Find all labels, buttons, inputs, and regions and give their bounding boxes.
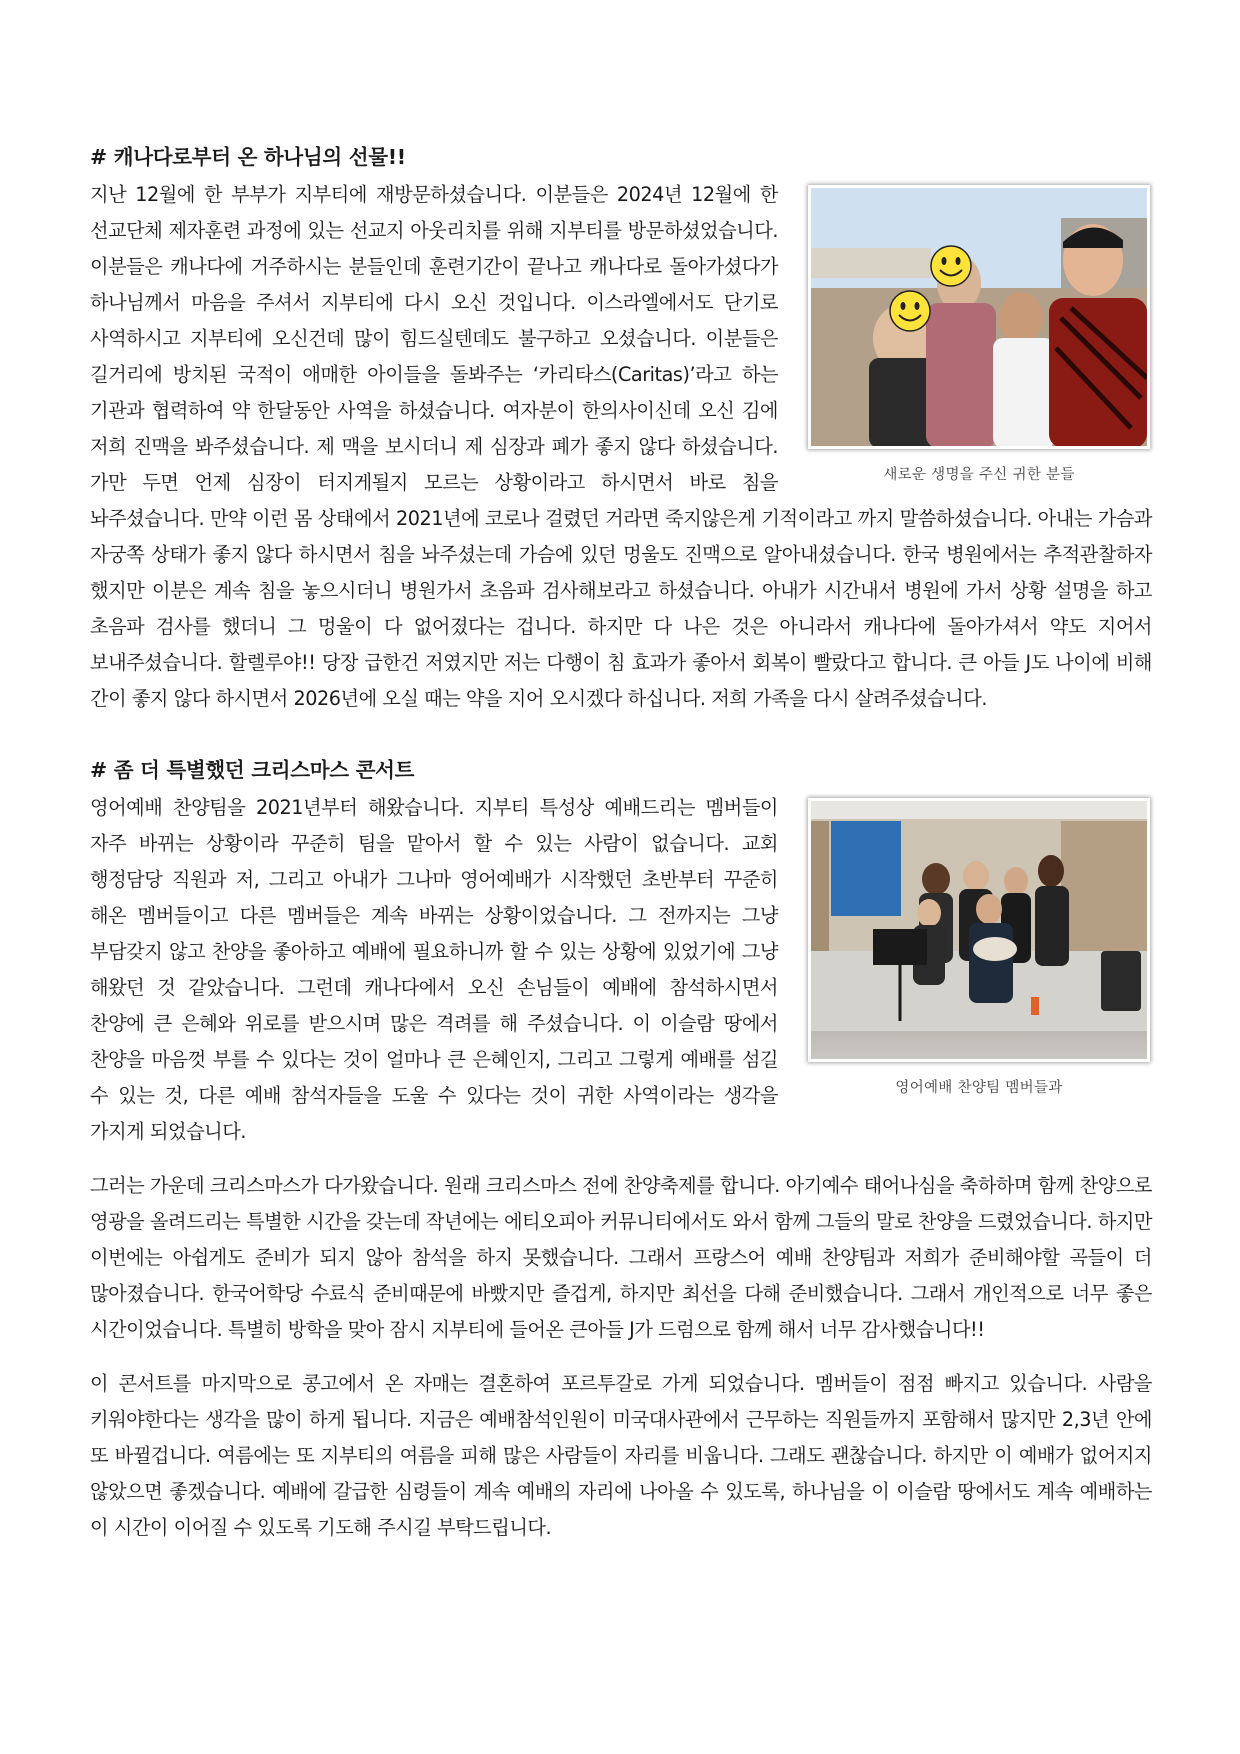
photo-figure — [806, 185, 1152, 484]
section-heading: # 좀 더 특별했던 크리스마스 콘서트 — [90, 758, 415, 782]
photo-caption: 영어예배 찬양팀 멤버들과 — [895, 1080, 1063, 1096]
paragraph: 이 콘서트를 마지막으로 콩고에서 온 자매는 결혼하여 포르투갈로 가게 되었습니다. 멤버들이 점점 빠지고 있습니다. 사람을 키워야한다는 생각을 많이 하게 됩니다. 지금은 예배참석인원이 미국대사관에서 근무하는 직원들까지 포함해서 많지만 2,3년 안에 또 바뀔겁니다. 여름에는 또 지부티의 여름을 피해 많은 사람들이 자리를 비웁니다. 그래도 괜찮습니다. 하지만 이 예배가 없어지지 않았으면 좋겠습니다. 예배에 갈급한 심령들이 계속 예배의 자리에 나아올 수 있도록, 하나님을 이 이슬람 땅에서도 계속 예배하는 이 시간이 이어질 수 있도록 기도해 주시길 부탁드립니다. — [90, 1372, 1152, 1539]
smiley-face-icon — [929, 244, 973, 288]
section-canada-gift — [90, 140, 1152, 717]
photo-illustration — [811, 801, 1147, 1031]
paragraph: 지난 12월에 한 부부가 지부티에 재방문하셨습니다. 이분들은 2024년 12월에 한 선교단체 제자훈련 과정에 있는 선교지 아웃리치를 위해 지부티를 방문하셨었습니다. 이분들은 캐나다에 거주하시는 분들인데 훈련기간이 끝나고 캐나다로 돌아가셨다가 하나님께서 마음을 주셔서 지부티에 다시 오신 것입니다. 이스라엘에서도 단기로 사역하시고 지부티에 오신건데 많이 힘드실텐데도 불구하고 오셨습니다. 이분들은 길거리에 방치된 국적이 애매한 아이들을 돌봐주는 ‘카리타스(Caritas)’라고 하는 기관과 협력하여 약 한달동안 사역을 하셨습니다. 여자분이 한의사이신데 오신 김에 저희 진맥을 봐주셨습니다. 제 맥을 보시더니 제 심장과 폐가 좋지 않다 하셨습니다. 가만 두면 언제 심장이 터지게될지 모르는 상황이라고 하시면서 바로 침을 놔주셨습니다. 만약 이런 몸 상태에서 2021년에 코로나 걸렸던 거라면 죽지않은게 기적이라고 까지 말씀하셨습니다. 아내는 가슴과 자궁쪽 상태가 좋지 않다 하시면서 침을 놔주셨는데 가슴에 있던 멍울도 진맥으로 알아내셨습니다. 한국 병원에서는 추적관찰하자 했지만 이분은 계속 침을 놓으시더니 병원가서 초음파 검사해보라고 하셨습니다. 아내가 시간내서 병원에 가서 상황 설명을 하고 초음파 검사를 했더니 그 멍울이 다 없어졌다는 겁니다. 하지만 다 나은 것은 아니라서 캐나다에 돌아가셔서 약도 지어서 보내주셨습니다. 할렐루야!! 당장 급한건 저였지만 저는 다행이 침 효과가 좋아서 회복이 빨랐다고 합니다. 큰 아들 J도 나이에 비해 간이 좋지 않다 하시면서 2026년에 오실 때는 약을 지어 오시겠다 하십니다. 저희 가족을 다시 살려주셨습니다. — [90, 183, 1152, 710]
photo-caption: 새로운 생명을 주신 귀한 분들 — [883, 467, 1075, 483]
photo-worship-team — [808, 798, 1150, 1062]
smiley-face-icon — [888, 289, 932, 333]
section-christmas-concert — [90, 753, 1152, 1546]
photo-couple-visitors — [808, 185, 1150, 449]
paragraph: 영어예배 찬양팀을 2021년부터 해왔습니다. 지부티 특성상 예배드리는 멤버들이 자주 바뀌는 상황이라 꾸준히 팀을 맡아서 할 수 있는 사람이 없습니다. 교회 행정담당 직원과 저, 그리고 아내가 그나마 영어예배가 시작했던 초반부터 꾸준히 해온 멤버들이고 다른 멤버들은 계속 바뀌는 상황이었습니다. 그 전까지는 그냥 부담갖지 않고 찬양을 좋아하고 예배에 필요하니까 할 수 있는 상황에 있었기에 그냥 해왔던 것 같았습니다. 그런데 캐나다에서 오신 손님들이 예배에 참석하시면서 찬양에 큰 은혜와 위로를 받으시며 많은 격려를 해 주셨습니다. 이 이슬람 땅에서 찬양을 마음껏 부를 수 있다는 것이 얼마나 큰 은혜인지, 그리고 그렇게 예배를 섬길 수 있는 것, 다른 예배 참석자들을 도울 수 있다는 것이 귀한 사역이라는 생각을 가지게 되었습니다. — [90, 796, 778, 1143]
photo-figure — [806, 798, 1152, 1097]
paragraph: 그러는 가운데 크리스마스가 다가왔습니다. 원래 크리스마스 전에 찬양축제를 합니다. 아기예수 태어나심을 축하하며 함께 찬양으로 영광을 올려드리는 특별한 시간을 갖는데 작년에는 에티오피아 커뮤니티에서도 와서 함께 그들의 말로 찬양을 드렸었습니다. 하지만 이번에는 아쉽게도 준비가 되지 않아 참석을 하지 못했습니다. 그래서 프랑스어 예배 찬양팀과 저희가 준비해야할 곡들이 더 많아졌습니다. 한국어학당 수료식 준비때문에 바빴지만 즐겁게, 하지만 최선을 다해 준비했습니다. 그래서 개인적으로 너무 좋은 시간이었습니다. 특별히 방학을 맞아 잠시 지부티에 들어온 큰아들 J가 드럼으로 함께 해서 너무 감사했습니다!! — [90, 1174, 1152, 1341]
section-heading: # 캐나다로부터 온 하나님의 선물!! — [90, 145, 406, 169]
newsletter-page — [90, 140, 1152, 1546]
photo-illustration — [811, 188, 1147, 446]
